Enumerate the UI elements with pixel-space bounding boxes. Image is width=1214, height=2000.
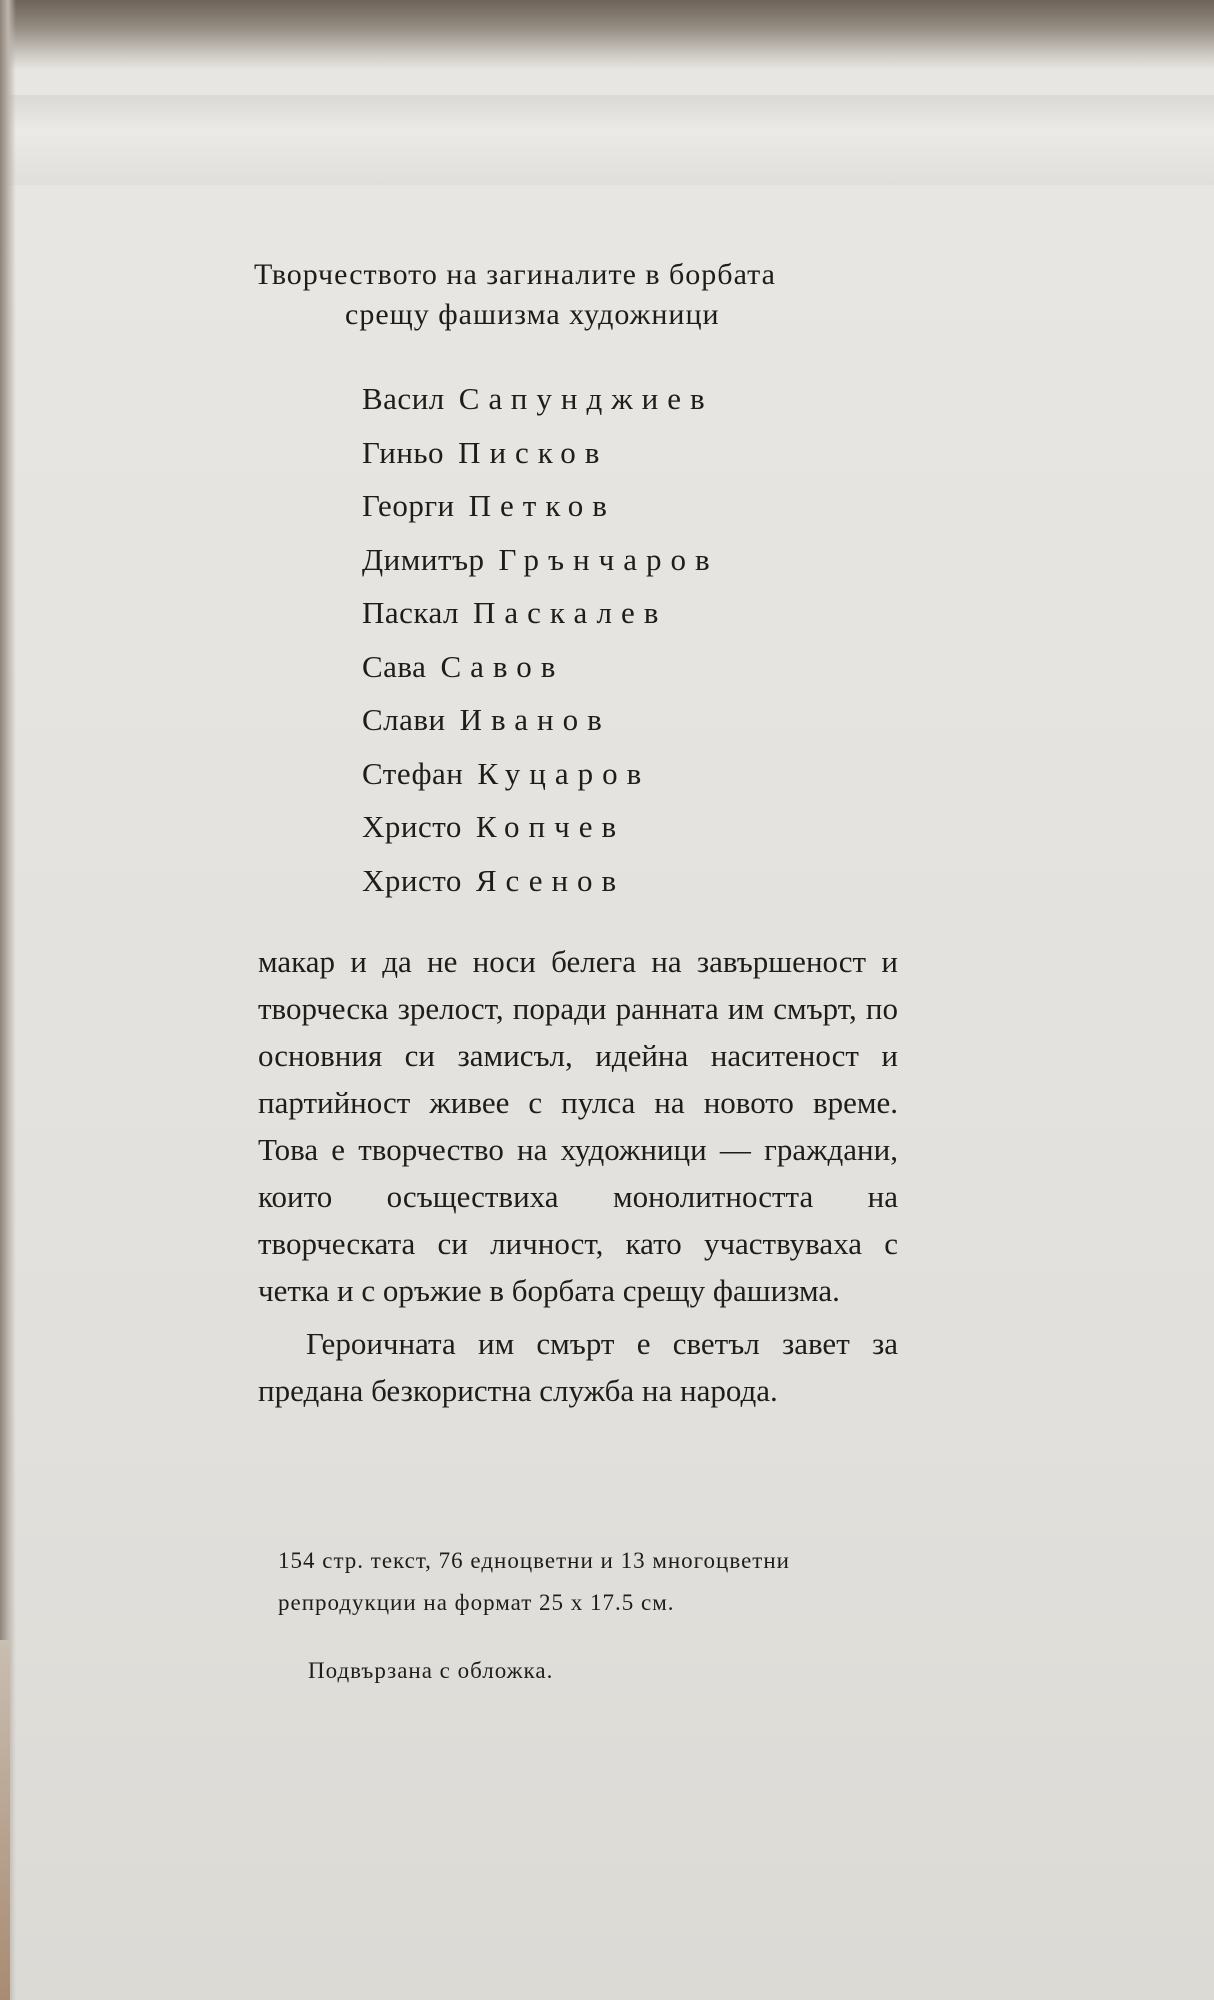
artist-first-name: Христо <box>362 809 462 844</box>
page-heading <box>240 255 840 335</box>
artist-item <box>362 479 719 533</box>
artist-list <box>362 372 719 907</box>
format-details: 154 стр. текст, 76 едноцветни и 13 многоцветни репродукции на формат 25 х 17.5 см. <box>278 1548 790 1615</box>
artist-last-name: Савов <box>440 648 565 684</box>
artist-last-name: Петков <box>468 488 616 523</box>
artist-last-name: Сапунджиев <box>458 381 714 416</box>
artist-last-name: Копчев <box>475 809 626 844</box>
description-paragraph-1: макар и да не носи белега на завършеност и творческа зрелост, поради ранната им смърт, по основния си замисъл, идейна наситеност и партийност живее с пулса на новото време. Това е творчество на художници — граждани, които осъществиха монолитността на творческата си личност, като участвуваха с четка и с оръжие в борбата срещу фашизма. <box>258 944 898 1308</box>
artist-item <box>362 800 719 854</box>
description-text <box>258 938 898 1414</box>
artist-first-name: Васил <box>362 381 445 416</box>
artist-last-name: Грънчаров <box>498 541 719 577</box>
artist-last-name: Иванов <box>459 702 611 737</box>
paper-fold <box>0 95 1214 185</box>
artist-first-name: Слави <box>362 702 446 737</box>
binding-note: Подвързана с обложка. <box>308 1658 554 1683</box>
artist-item <box>362 586 719 640</box>
artist-last-name: Писков <box>458 434 609 470</box>
artist-item <box>362 426 719 480</box>
artist-last-name: Ясенов <box>475 862 626 898</box>
artist-first-name: Христо <box>362 862 462 898</box>
artist-item <box>362 693 719 747</box>
artist-first-name: Сава <box>362 648 427 684</box>
top-edge-shadow <box>0 0 1214 70</box>
artist-first-name: Гиньо <box>362 434 445 470</box>
artist-first-name: Паскал <box>362 595 459 630</box>
artist-item <box>362 747 719 801</box>
publication-details <box>278 1540 898 1692</box>
artist-first-name: Стефан <box>362 755 464 791</box>
artist-last-name: Куцаров <box>477 755 651 791</box>
artist-last-name: Паскалев <box>473 595 668 630</box>
artist-first-name: Георги <box>362 488 455 523</box>
left-page-edge-lower <box>0 1640 10 2000</box>
artist-item <box>362 640 719 694</box>
heading-line-2: срещу фашизма художници <box>345 298 720 331</box>
artist-item <box>362 854 719 908</box>
artist-item <box>362 372 719 426</box>
description-paragraph-2: Героичната им смърт е светъл завет за предана безкористна служба на народа. <box>258 1326 898 1408</box>
heading-line-1: Творчеството на загиналите в борбата <box>254 258 776 291</box>
artist-first-name: Димитър <box>362 541 485 577</box>
artist-item <box>362 533 719 587</box>
